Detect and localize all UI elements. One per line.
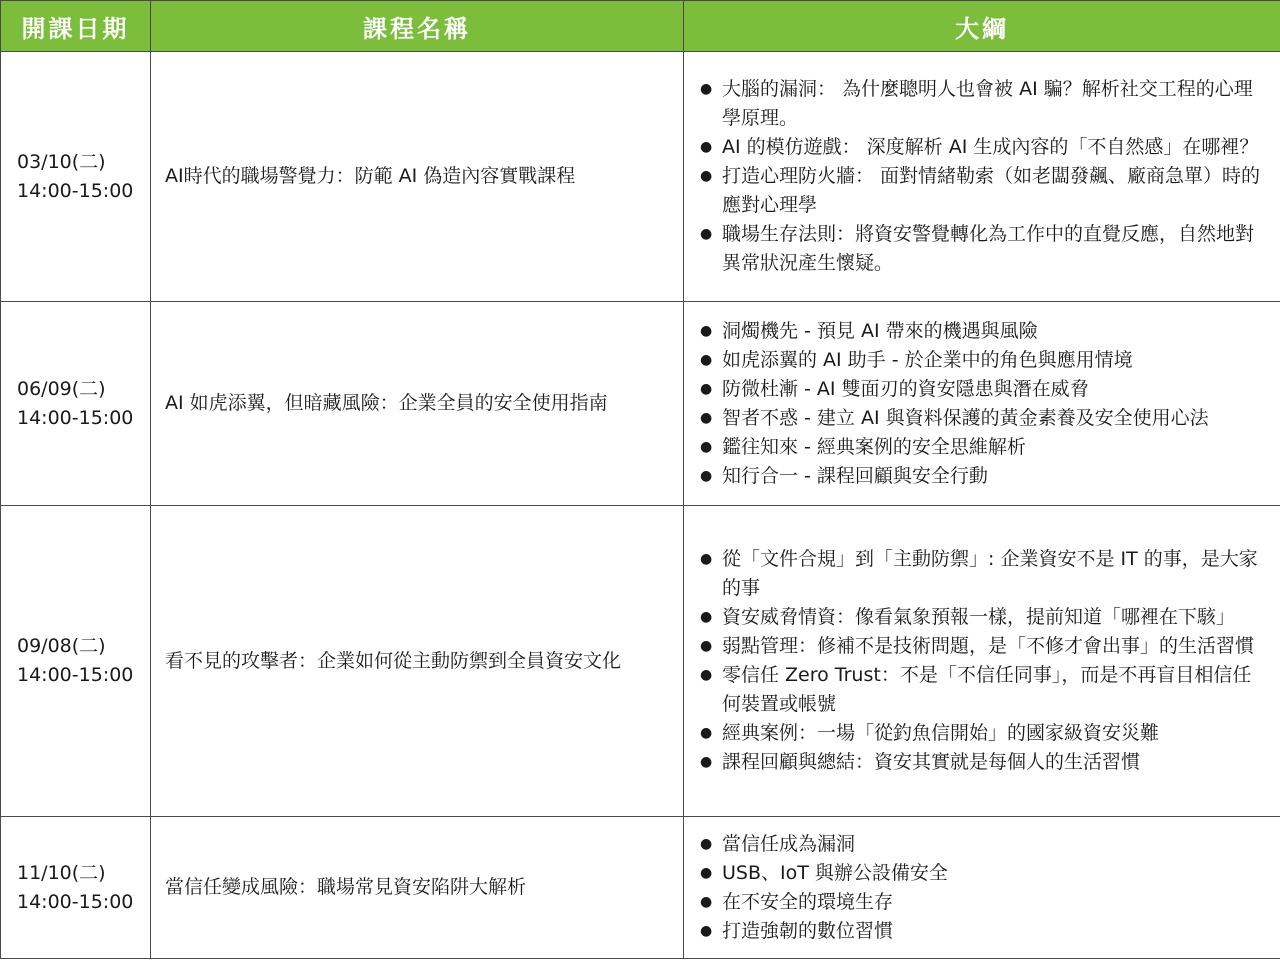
bullet-icon: ●	[700, 81, 713, 97]
list-item: ● 當信任成為漏洞	[700, 830, 1270, 859]
list-item: ● 知行合一 - 課程回顧與安全行動	[700, 462, 1270, 491]
table-row	[1, 302, 1280, 506]
list-item: ● 資安威脅情資：像看氣象預報一樣，提前知道「哪裡在下駭」	[700, 603, 1270, 632]
list-item: ● 洞燭機先 - 預見 AI 帶來的機遇與風險	[700, 317, 1270, 346]
course-date: 11/10(二)	[17, 861, 106, 884]
course-time: 14:00-15:00	[17, 890, 134, 913]
list-item: ● USB、IoT 與辦公設備安全	[700, 859, 1270, 888]
bullet-icon: ●	[700, 226, 713, 242]
course-date: 09/08(二)	[17, 635, 106, 657]
course-name: AI 如虎添翼，但暗藏風險：企業全員的安全使用指南	[151, 302, 684, 506]
list-item: ● 大腦的漏洞： 為什麼聰明人也會被 AI 騙？解析社交工程的心理學原理。	[700, 75, 1270, 133]
bullet-icon: ●	[700, 609, 713, 625]
outline-list	[700, 317, 1270, 491]
outline-cell	[684, 302, 1280, 506]
course-date: 06/09(二)	[17, 377, 106, 400]
outline-list	[700, 830, 1270, 946]
list-item: ● 智者不惑 - 建立 AI 與資料保護的黃金素養及安全使用心法	[700, 404, 1270, 433]
list-item: ● 打造心理防火牆： 面對情緒勒索（如老闆發飆、廠商急單）時的應對心理學	[700, 162, 1270, 220]
header-course-name: 課程名稱	[151, 1, 684, 52]
outline-cell	[684, 52, 1280, 302]
course-name: AI時代的職場警覺力：防範 AI 偽造內容實戰課程	[151, 52, 684, 302]
course-time: 14:00-15:00	[17, 406, 134, 429]
bullet-icon: ●	[700, 638, 713, 654]
list-item: ● 如虎添翼的 AI 助手 - 於企業中的角色與應用情境	[700, 346, 1270, 375]
bullet-icon: ●	[700, 438, 713, 455]
outline-cell	[684, 817, 1280, 959]
header-date: 開課日期	[1, 1, 151, 52]
list-item: ● AI 的模仿遊戲： 深度解析 AI 生成內容的「不自然感」在哪裡？	[700, 133, 1270, 162]
course-name: 當信任變成風險：職場常見資安陷阱大解析	[151, 817, 684, 959]
bullet-icon: ●	[700, 754, 713, 770]
header-outline: 大綱	[684, 1, 1280, 52]
table-row	[1, 52, 1280, 302]
bullet-icon: ●	[700, 667, 713, 683]
date-cell	[1, 817, 151, 959]
list-item: ● 打造強韌的數位習慣	[700, 917, 1270, 946]
table-row	[1, 817, 1280, 959]
course-time: 14:00-15:00	[17, 664, 134, 686]
bullet-icon: ●	[700, 168, 713, 184]
date-cell	[1, 506, 151, 817]
outline-cell	[684, 506, 1280, 817]
list-item: ● 弱點管理：修補不是技術問題，是「不修才會出事」的生活習慣	[700, 632, 1270, 661]
list-item: ● 經典案例：一場「從釣魚信開始」的國家級資安災難	[700, 719, 1270, 748]
bullet-icon: ●	[700, 725, 713, 741]
bullet-icon: ●	[700, 835, 713, 852]
header-row	[1, 1, 1280, 52]
bullet-icon: ●	[700, 864, 713, 881]
table-row	[1, 506, 1280, 817]
outline-list	[700, 75, 1270, 278]
bullet-icon: ●	[700, 351, 713, 368]
bullet-icon: ●	[700, 380, 713, 397]
list-item: ● 防微杜漸 - AI 雙面刃的資安隱患與潛在威脅	[700, 375, 1270, 404]
bullet-icon: ●	[700, 893, 713, 910]
date-cell	[1, 302, 151, 506]
course-name: 看不見的攻擊者：企業如何從主動防禦到全員資安文化	[151, 506, 684, 817]
list-item: ● 零信任 Zero Trust：不是「不信任同事」，而是不再盲目相信任何裝置或帳號	[700, 661, 1270, 719]
course-date: 03/10(二)	[17, 150, 106, 173]
list-item: ● 職場生存法則：將資安警覺轉化為工作中的直覺反應，自然地對異常狀況產生懷疑。	[700, 220, 1270, 278]
date-cell	[1, 52, 151, 302]
course-time: 14:00-15:00	[17, 179, 134, 202]
list-item: ● 在不安全的環境生存	[700, 888, 1270, 917]
bullet-icon: ●	[700, 551, 713, 567]
outline-list	[700, 545, 1270, 777]
bullet-icon: ●	[700, 139, 713, 155]
list-item: ● 從「文件合規」到「主動防禦」: 企業資安不是 IT 的事，是大家的事	[700, 545, 1270, 603]
bullet-icon: ●	[700, 467, 713, 484]
bullet-icon: ●	[700, 322, 713, 339]
bullet-icon: ●	[700, 922, 713, 939]
bullet-icon: ●	[700, 409, 713, 426]
list-item: ● 課程回顧與總結：資安其實就是每個人的生活習慣	[700, 748, 1270, 777]
list-item: ● 鑑往知來 - 經典案例的安全思維解析	[700, 433, 1270, 462]
